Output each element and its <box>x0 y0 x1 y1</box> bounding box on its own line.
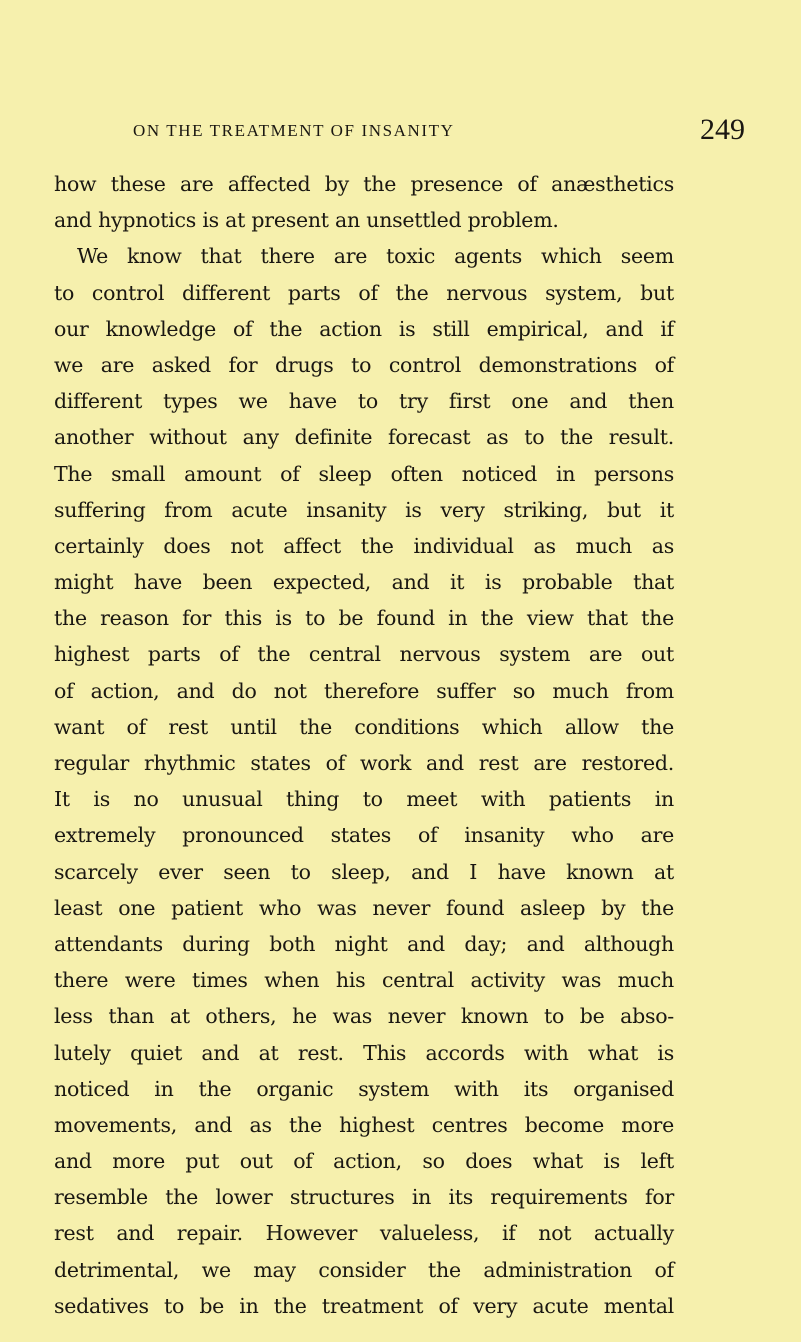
text-line: there were times when his central activity was much <box>54 968 674 993</box>
text-line: certainly does not affect the individual as much as <box>54 533 674 558</box>
text-line: of action, and do not therefore suffer so much from <box>54 678 674 703</box>
text-line: least one patient who was never found asleep by the <box>54 895 674 920</box>
text-line: to control different parts of the nervous system, but <box>54 280 674 305</box>
text-line: want of rest until the conditions which allow the <box>54 714 674 739</box>
text-line: movements, and as the highest centres become more <box>54 1112 674 1137</box>
body-text <box>54 166 674 1324</box>
text-line: we are asked for drugs to control demonstrations of <box>54 352 674 377</box>
text-line: less than at others, he was never known to be abso- <box>54 1004 674 1029</box>
text-line: It is no unusual thing to meet with patients in <box>54 787 674 812</box>
text-line: extremely pronounced states of insanity who are <box>54 823 674 848</box>
text-line: and hypnotics is at present an unsettled problem. <box>54 208 559 233</box>
text-line: detrimental, we may consider the administration of <box>54 1257 674 1282</box>
text-line: sedatives to be in the treatment of very acute mental <box>54 1293 674 1318</box>
text-line: highest parts of the central nervous system are out <box>54 642 674 667</box>
text-line: rest and repair. However valueless, if not actually <box>54 1221 674 1246</box>
text-line: suffering from acute insanity is very striking, but it <box>54 497 674 522</box>
text-line: different types we have to try first one and then <box>54 389 674 414</box>
text-line: attendants during both night and day; and although <box>54 931 674 956</box>
running-head <box>0 113 801 151</box>
running-title: ON THE TREATMENT OF INSANITY <box>133 121 455 140</box>
text-line: lutely quiet and at rest. This accords with what is <box>54 1040 674 1065</box>
text-line: and more put out of action, so does what is left <box>54 1149 674 1174</box>
text-line: noticed in the organic system with its organised <box>54 1076 674 1101</box>
text-line: our knowledge of the action is still empirical, and if <box>54 316 674 341</box>
text-line: another without any definite forecast as to the result. <box>54 425 674 450</box>
page-number: 249 <box>700 113 745 146</box>
text-line: the reason for this is to be found in the view that the <box>54 606 674 631</box>
text-line: how these are affected by the presence of anæsthetics <box>54 172 674 196</box>
text-line: might have been expected, and it is probable that <box>54 570 674 595</box>
text-line: resemble the lower structures in its requirements for <box>54 1185 674 1210</box>
text-line: We know that there are toxic agents which seem <box>77 244 674 269</box>
text-line: regular rhythmic states of work and rest are restored. <box>54 751 674 775</box>
text-line: scarcely ever seen to sleep, and I have known at <box>54 859 674 884</box>
text-line: The small amount of sleep often noticed in persons <box>54 461 674 486</box>
